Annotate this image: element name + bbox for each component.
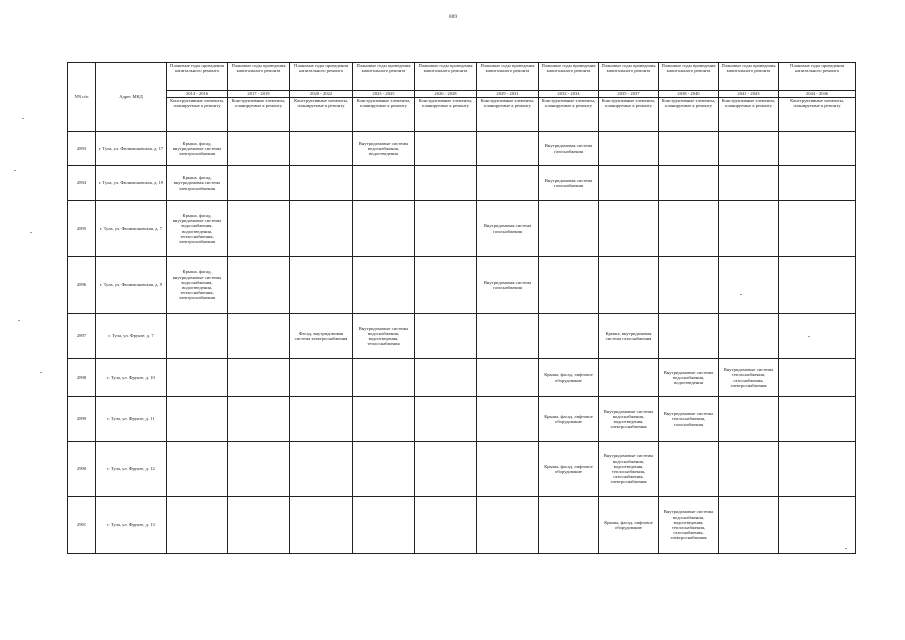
repair-elements-cell (719, 497, 779, 554)
repair-elements-cell (167, 359, 228, 397)
repair-elements-cell: Внутридомовые системы водоснабжения, водоотведения, теплоснабжения, газоснабжения, электроснабжения (659, 497, 719, 554)
repair-elements-cell (779, 201, 856, 257)
header-period-title: Плановые годы проведения капитального ремонта (290, 63, 353, 91)
table-header (68, 63, 856, 132)
header-period-title: Плановые годы проведения капитального ремонта (719, 63, 779, 91)
repair-elements-cell (477, 397, 539, 442)
repair-elements-cell (599, 132, 659, 166)
header-period-elements: Конструктивные элементы, планируемые к ремонту (228, 98, 290, 132)
scan-speck (845, 548, 847, 549)
repair-elements-cell (290, 201, 353, 257)
table-row (68, 132, 856, 166)
repair-elements-cell (167, 397, 228, 442)
header-period-elements: Конструктивные элементы, планируемые к ремонту (599, 98, 659, 132)
header-row-number: NN п/п (68, 63, 96, 132)
repair-elements-cell (659, 201, 719, 257)
repair-elements-cell (779, 397, 856, 442)
repair-elements-cell (779, 314, 856, 359)
repair-elements-cell (719, 201, 779, 257)
repair-elements-cell: Внутридомовые системы теплоснабжения, газоснабжения (659, 397, 719, 442)
repair-elements-cell (167, 442, 228, 497)
repair-elements-cell (779, 132, 856, 166)
repair-elements-cell: Внутридомовые системы водоснабжения, водоотведения (353, 132, 415, 166)
header-period-title: Плановые годы проведения капитального ремонта (779, 63, 856, 91)
repair-elements-cell (659, 132, 719, 166)
repair-elements-cell (167, 497, 228, 554)
repair-elements-cell: Внутридомовые системы водоснабжения, водоотведения, теплоснабжения, газоснабжения, электроснабжения (599, 442, 659, 497)
repair-elements-cell (290, 397, 353, 442)
repair-elements-cell: Внутридомовые системы теплоснабжения, газоснабжения, электроснабжения (719, 359, 779, 397)
header-period-years: 2020 - 2022 (290, 91, 353, 98)
repair-elements-cell (719, 132, 779, 166)
table-row (68, 166, 856, 201)
repair-elements-cell (779, 166, 856, 201)
repair-elements-cell (290, 166, 353, 201)
scan-speck (14, 170, 16, 171)
row-number: 2895 (68, 201, 96, 257)
repair-elements-cell (477, 132, 539, 166)
repair-elements-cell (719, 314, 779, 359)
header-period-elements: Конструктивные элементы, планируемые к ремонту (539, 98, 599, 132)
repair-elements-cell (228, 497, 290, 554)
row-address: г. Тула, ул. Фрунзе, д. 11 (96, 397, 167, 442)
repair-elements-cell: Крыша, фасад, лифтовое оборудование (539, 359, 599, 397)
repair-elements-cell (659, 257, 719, 314)
header-period-years: 2041 - 2043 (719, 91, 779, 98)
repair-elements-cell: Крыша, фасад, внутридомовая система электроснабжения (167, 166, 228, 201)
repair-elements-cell (353, 166, 415, 201)
repair-elements-cell (415, 166, 477, 201)
row-address: г. Тула, ул. Филимоновская, д. 9 (96, 257, 167, 314)
repair-elements-cell (290, 132, 353, 166)
repair-elements-cell: Крыша, фасад, лифтовое оборудование (539, 442, 599, 497)
header-period-years: 2014 - 2016 (167, 91, 228, 98)
header-period-title: Плановые годы проведения капитального ремонта (228, 63, 290, 91)
header-period-years: 2038 - 2040 (659, 91, 719, 98)
repair-elements-cell: Крыша, фасад, лифтовое оборудование (539, 397, 599, 442)
row-number: 2893 (68, 132, 96, 166)
repair-elements-cell (539, 314, 599, 359)
repair-elements-cell (779, 442, 856, 497)
repair-elements-cell: Крыша, внутридомовая система газоснабжения (599, 314, 659, 359)
repair-elements-cell: Внутридомовая система газоснабжения (477, 257, 539, 314)
repair-elements-cell (719, 257, 779, 314)
repair-elements-cell (659, 442, 719, 497)
header-period-elements: Конструктивные элементы, планируемые к ремонту (290, 98, 353, 132)
repair-elements-cell (415, 497, 477, 554)
repair-elements-cell (477, 359, 539, 397)
repair-elements-cell (477, 442, 539, 497)
table-row (68, 442, 856, 497)
capital-repair-schedule-table (67, 62, 856, 554)
header-period-years: 2029 - 2031 (477, 91, 539, 98)
row-address: г. Тула, ул. Филимоновская, д. 19 (96, 166, 167, 201)
header-period-title: Плановые годы проведения капитального ремонта (539, 63, 599, 91)
repair-elements-cell (228, 359, 290, 397)
repair-elements-cell (353, 257, 415, 314)
table-row (68, 201, 856, 257)
repair-elements-cell (779, 359, 856, 397)
row-address: г. Тула, ул. Филимоновская, д. 7 (96, 201, 167, 257)
table-row (68, 359, 856, 397)
repair-elements-cell (228, 201, 290, 257)
scan-speck (40, 372, 42, 373)
repair-elements-cell (228, 397, 290, 442)
row-number: 2901 (68, 497, 96, 554)
repair-elements-cell: Внутридомовая система газоснабжения (477, 201, 539, 257)
repair-elements-cell (719, 166, 779, 201)
row-number: 2894 (68, 166, 96, 201)
header-period-elements: Конструктивные элементы, планируемые к ремонту (477, 98, 539, 132)
repair-elements-cell (353, 397, 415, 442)
repair-elements-cell (228, 132, 290, 166)
repair-elements-cell (415, 257, 477, 314)
row-number: 2896 (68, 257, 96, 314)
repair-elements-cell (599, 166, 659, 201)
repair-elements-cell (659, 314, 719, 359)
repair-elements-cell: Внутридомовые системы водоснабжения, водоотведения, электроснабжения (599, 397, 659, 442)
scan-speck (30, 232, 32, 233)
repair-elements-cell: Внутридомовые системы водоснабжения, водоотведения, теплоснабжения (353, 314, 415, 359)
row-number: 2899 (68, 397, 96, 442)
repair-elements-cell (353, 497, 415, 554)
header-period-title: Плановые годы проведения капитального ремонта (659, 63, 719, 91)
repair-elements-cell (599, 201, 659, 257)
repair-elements-cell (719, 442, 779, 497)
repair-elements-cell (415, 442, 477, 497)
row-number: 2900 (68, 442, 96, 497)
header-period-title: Плановые годы проведения капитального ремонта (477, 63, 539, 91)
repair-elements-cell (599, 257, 659, 314)
repair-elements-cell (415, 314, 477, 359)
repair-elements-cell: Внутридомовые системы водоснабжения, водоотведения (659, 359, 719, 397)
header-period-years: 2032 - 2034 (539, 91, 599, 98)
repair-elements-cell (415, 132, 477, 166)
header-period-years: 2026 - 2028 (415, 91, 477, 98)
repair-elements-cell (353, 359, 415, 397)
repair-elements-cell (659, 166, 719, 201)
header-period-years: 2035 - 2037 (599, 91, 659, 98)
table-body (68, 132, 856, 554)
repair-elements-cell (228, 166, 290, 201)
scan-speck (18, 320, 20, 321)
table-row (68, 257, 856, 314)
repair-elements-cell (353, 442, 415, 497)
repair-elements-cell (228, 314, 290, 359)
repair-elements-cell (539, 201, 599, 257)
header-period-title: Плановые годы проведения капитального ремонта (415, 63, 477, 91)
header-period-elements: Конструктивные элементы, планируемые к ремонту (659, 98, 719, 132)
repair-elements-cell (719, 397, 779, 442)
repair-elements-cell: Крыша, фасад, внутридомовые системы водоснабжения, водоотведения, теплоснабжения, электроснабжения (167, 257, 228, 314)
repair-elements-cell: Крыша, фасад, внутридомовые системы водоснабжения, водоотведения, теплоснабжения, электроснабжения (167, 201, 228, 257)
repair-elements-cell (415, 359, 477, 397)
repair-elements-cell: Внутридомовая система газоснабжения (539, 166, 599, 201)
repair-elements-cell (477, 314, 539, 359)
repair-elements-cell (290, 442, 353, 497)
repair-elements-cell (290, 359, 353, 397)
repair-elements-cell: Внутридомовая система газоснабжения (539, 132, 599, 166)
repair-elements-cell: Фасад, внутридомовая система электроснабжения (290, 314, 353, 359)
repair-elements-cell (415, 397, 477, 442)
row-number: 2898 (68, 359, 96, 397)
repair-elements-cell (228, 442, 290, 497)
header-period-title: Плановые годы проведения капитального ремонта (353, 63, 415, 91)
repair-elements-cell (539, 257, 599, 314)
repair-elements-cell: Крыша, фасад, лифтовое оборудование (599, 497, 659, 554)
header-period-years: 2017 - 2019 (228, 91, 290, 98)
repair-elements-cell (779, 257, 856, 314)
header-period-years: 2044 - 2046 (779, 91, 856, 98)
repair-elements-cell (290, 257, 353, 314)
scan-speck (22, 118, 24, 119)
header-period-elements: Конструктивные элементы, планируемые к ремонту (167, 98, 228, 132)
row-address: г. Тула, ул. Фрунзе, д. 12 (96, 442, 167, 497)
header-period-title: Плановые годы проведения капитального ремонта (167, 63, 228, 91)
repair-elements-cell (228, 257, 290, 314)
header-period-elements: Конструктивные элементы, планируемые к ремонту (719, 98, 779, 132)
table-row (68, 497, 856, 554)
row-address: г. Тула, ул. Фрунзе, д. 10 (96, 359, 167, 397)
header-period-years: 2023 - 2025 (353, 91, 415, 98)
repair-elements-cell (779, 497, 856, 554)
scan-speck (740, 294, 742, 295)
repair-elements-cell (290, 497, 353, 554)
table-row (68, 314, 856, 359)
header-period-title: Плановые годы проведения капитального ремонта (599, 63, 659, 91)
repair-elements-cell (477, 497, 539, 554)
header-period-elements: Конструктивные элементы, планируемые к ремонту (415, 98, 477, 132)
row-number: 2897 (68, 314, 96, 359)
repair-elements-cell: Крыша, фасад, внутридомовые системы электроснабжения (167, 132, 228, 166)
repair-elements-cell (353, 201, 415, 257)
header-address: Адрес МКД (96, 63, 167, 132)
row-address: г. Тула, ул. Фрунзе, д. 13 (96, 497, 167, 554)
page-number: 889 (448, 14, 458, 20)
repair-elements-cell (599, 359, 659, 397)
repair-elements-cell (415, 201, 477, 257)
row-address: г. Тула, ул. Филимоновская, д. 17 (96, 132, 167, 166)
table-row (68, 397, 856, 442)
header-period-elements: Конструктивные элементы, планируемые к ремонту (779, 98, 856, 132)
repair-elements-cell (477, 166, 539, 201)
row-address: г. Тула, ул. Фрунзе, д. 7 (96, 314, 167, 359)
repair-elements-cell (539, 497, 599, 554)
repair-elements-cell (167, 314, 228, 359)
header-period-elements: Конструктивные элементы, планируемые к ремонту (353, 98, 415, 132)
scan-speck (808, 336, 810, 337)
